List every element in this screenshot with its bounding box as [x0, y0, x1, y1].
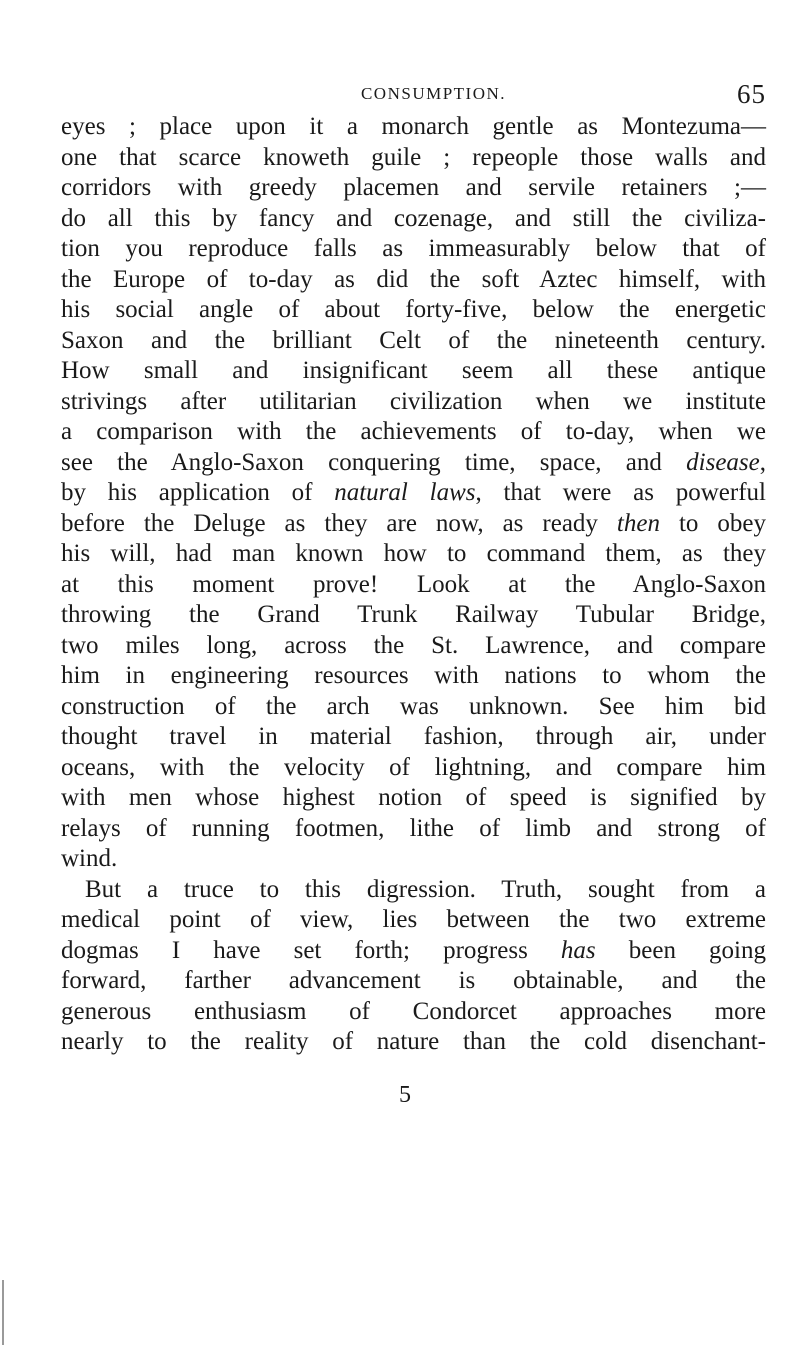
text-line: wind. [61, 845, 118, 872]
page-number: 65 [737, 79, 766, 109]
text-line: see the Anglo-Saxon conquering time, space, and disease, [61, 448, 766, 476]
running-head [61, 80, 766, 108]
text-line: dogmas I have set forth; progress has been going [61, 936, 766, 964]
text-line: do all this by fancy and cozenage, and still the civiliza- [61, 204, 766, 232]
text-line: him in engineering resources with nations to whom the [61, 662, 766, 689]
text-line: eyes ; place upon it a monarch gentle as Montezuma— [61, 113, 766, 140]
text-line: medical point of view, lies between the two extreme [61, 906, 766, 933]
signature-mark: 5 [399, 1082, 411, 1108]
text-line: relays of running footmen, lithe of limb and strong of [61, 814, 766, 842]
text-line: at this moment prove! Look at the Anglo-Saxon [61, 570, 766, 598]
text-line: his social angle of about forty-five, below the energetic [61, 296, 766, 323]
text-line: his will, had man known how to command them, as they [61, 540, 766, 567]
text-line: forward, farther advancement is obtainable, and the [61, 967, 766, 994]
text-line: thought travel in material fashion, through air, under [61, 723, 766, 750]
text-line: before the Deluge as they are now, as ready then to obey [61, 509, 766, 537]
text-line: two miles long, across the St. Lawrence, and compare [61, 631, 766, 659]
text-line: throwing the Grand Trunk Railway Tubular Bridge, [61, 601, 766, 628]
text-line: How small and insignificant seem all these antique [61, 357, 766, 384]
body-text [61, 112, 766, 1058]
text-line: tion you reproduce falls as immeasurably below that of [61, 235, 766, 262]
running-title: CONSUMPTION. [360, 84, 507, 103]
text-line: Saxon and the brilliant Celt of the nineteenth century. [61, 326, 766, 354]
text-line: But a truce to this digression. Truth, sought from a [85, 875, 766, 903]
text-line: construction of the arch was unknown. See him bid [61, 692, 766, 720]
text-line: strivings after utilitarian civilization when we institute [61, 387, 766, 415]
text-line: one that scarce knoweth guile ; repeople those walls and [61, 143, 766, 171]
text-line: with men whose highest notion of speed is signified by [61, 784, 766, 811]
text-line: nearly to the reality of nature than the cold disenchant- [61, 1028, 766, 1055]
text-line: by his application of natural laws, that were as powerful [61, 479, 766, 506]
text-line: generous enthusiasm of Condorcet approaches more [61, 997, 766, 1025]
text-line: a comparison with the achievements of to-day, when we [61, 418, 766, 445]
text-line: corridors with greedy placemen and servile retainers ;— [61, 174, 766, 201]
text-line: oceans, with the velocity of lightning, and compare him [61, 753, 766, 781]
text-line: the Europe of to-day as did the soft Aztec himself, with [61, 265, 766, 293]
page-edge-mark [2, 1280, 4, 1345]
